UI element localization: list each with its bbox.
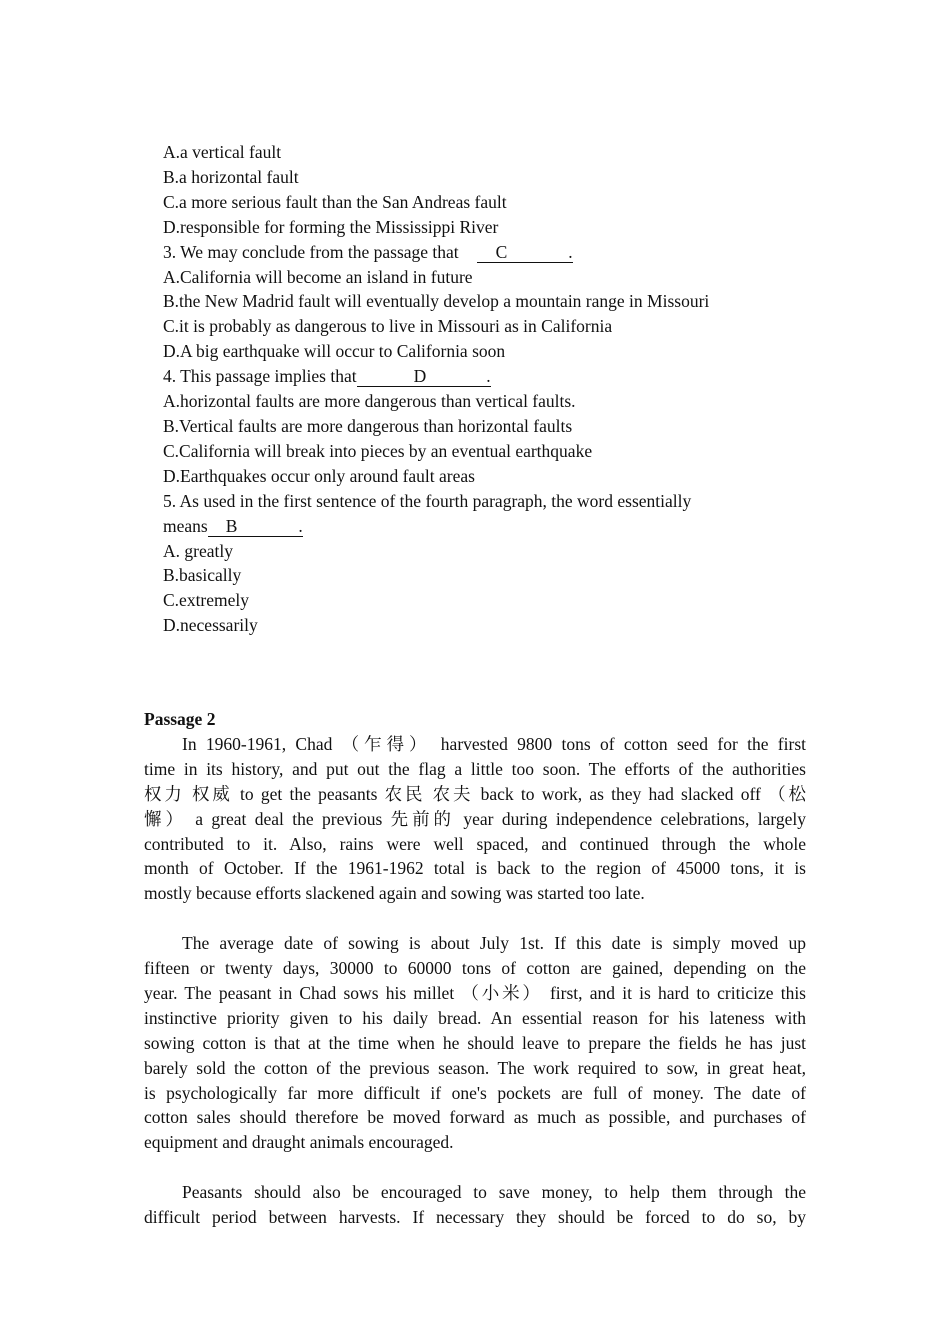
- option: B.basically: [163, 565, 242, 586]
- option: B.a horizontal fault: [163, 166, 299, 187]
- question-5-cont: [163, 514, 709, 539]
- passage-title: Passage 2: [144, 709, 216, 729]
- paragraph-line: Peasants should also be encouraged to save money, to help them through the: [182, 1182, 806, 1203]
- option: A.horizontal faults are more dangerous than vertical faults.: [163, 391, 576, 412]
- question-stem: means: [163, 515, 208, 536]
- question-5: 5. As used in the first sentence of the fourth paragraph, the word essentially: [163, 490, 692, 511]
- paragraph-line: mostly because efforts slackened again and sowing was started too late.: [144, 883, 645, 904]
- option: C.a more serious fault than the San Andreas fault: [163, 191, 507, 212]
- paragraph-line: 懈） a great deal the previous 先前的 year during independence celebrations, largely: [144, 808, 806, 829]
- option: A.a vertical fault: [163, 142, 282, 162]
- passage-2: [144, 707, 806, 1230]
- paragraph-line: instinctive priority given to his daily bread. An essential reason for his lateness with: [144, 1007, 806, 1028]
- paragraph-line: cotton sales should therefore be moved forward as much as possible, and purchases of: [144, 1107, 806, 1128]
- option: C.it is probably as dangerous to live in Missouri as in California: [163, 316, 613, 337]
- paragraph-1: [144, 732, 806, 906]
- answer: C: [495, 241, 508, 262]
- paragraph-line: month of October. If the 1961-1962 total is back to the region of 45000 tons, it is: [144, 858, 806, 879]
- option: A. greatly: [163, 540, 233, 561]
- paragraph-line: sowing cotton is that at the time when he should leave to prepare the fields he has just: [144, 1032, 806, 1053]
- paragraph-line: The average date of sowing is about July 1st. If this date is simply moved up: [182, 933, 806, 954]
- question-3: [163, 240, 709, 265]
- option: D.responsible for forming the Mississippi River: [163, 216, 499, 237]
- option: D.necessarily: [163, 615, 258, 636]
- paragraph-line: difficult period between harvests. If necessary they should be forced to do so, by: [144, 1207, 806, 1228]
- questions-block: [163, 140, 709, 638]
- paragraph-2: [144, 931, 806, 1155]
- option: B.the New Madrid fault will eventually develop a mountain range in Missouri: [163, 291, 710, 312]
- option: A.California will become an island in future: [163, 266, 473, 287]
- answer: B: [225, 515, 238, 536]
- paragraph-line: In 1960-1961, Chad （乍得） harvested 9800 tons of cotton seed for the first: [182, 733, 806, 754]
- paragraph-line: equipment and draught animals encouraged.: [144, 1132, 454, 1153]
- period: .: [486, 366, 491, 387]
- answer-blank: [208, 516, 303, 537]
- option: D.Earthquakes occur only around fault areas: [163, 465, 475, 486]
- question-stem: 4. This passage implies that: [163, 366, 357, 387]
- answer-blank: [357, 366, 491, 387]
- option: C.extremely: [163, 590, 250, 611]
- option: B.Vertical faults are more dangerous than horizontal faults: [163, 415, 573, 436]
- paragraph-line: contributed to it. Also, rains were well spaced, and continued through the whole: [144, 833, 806, 854]
- paragraph-line: is psychologically far more difficult if one's pockets are full of money. The date of: [144, 1082, 806, 1103]
- option: D.A big earthquake will occur to California soon: [163, 341, 506, 362]
- period: .: [568, 241, 573, 262]
- paragraph-line: 权力 权威 to get the peasants 农民 农夫 back to work, as they had slacked off （松: [144, 783, 806, 804]
- answer: D: [413, 366, 427, 387]
- answer-blank: [477, 242, 573, 263]
- paragraph-line: year. The peasant in Chad sows his millet （小米） first, and it is hard to criticize this: [144, 982, 806, 1003]
- paragraph-line: barely sold the cotton of the previous season. The work required to sow, in great heat,: [144, 1057, 806, 1078]
- paragraph-line: time in its history, and put out the flag a little too soon. The efforts of the authorities: [144, 758, 806, 779]
- period: .: [298, 515, 303, 536]
- paragraph-line: fifteen or twenty days, 30000 to 60000 tons of cotton are gained, depending on the: [144, 958, 806, 979]
- paragraph-3: [144, 1180, 806, 1230]
- question-4: [163, 364, 709, 389]
- question-stem: 3. We may conclude from the passage that: [163, 241, 459, 262]
- option: C.California will break into pieces by an eventual earthquake: [163, 440, 593, 461]
